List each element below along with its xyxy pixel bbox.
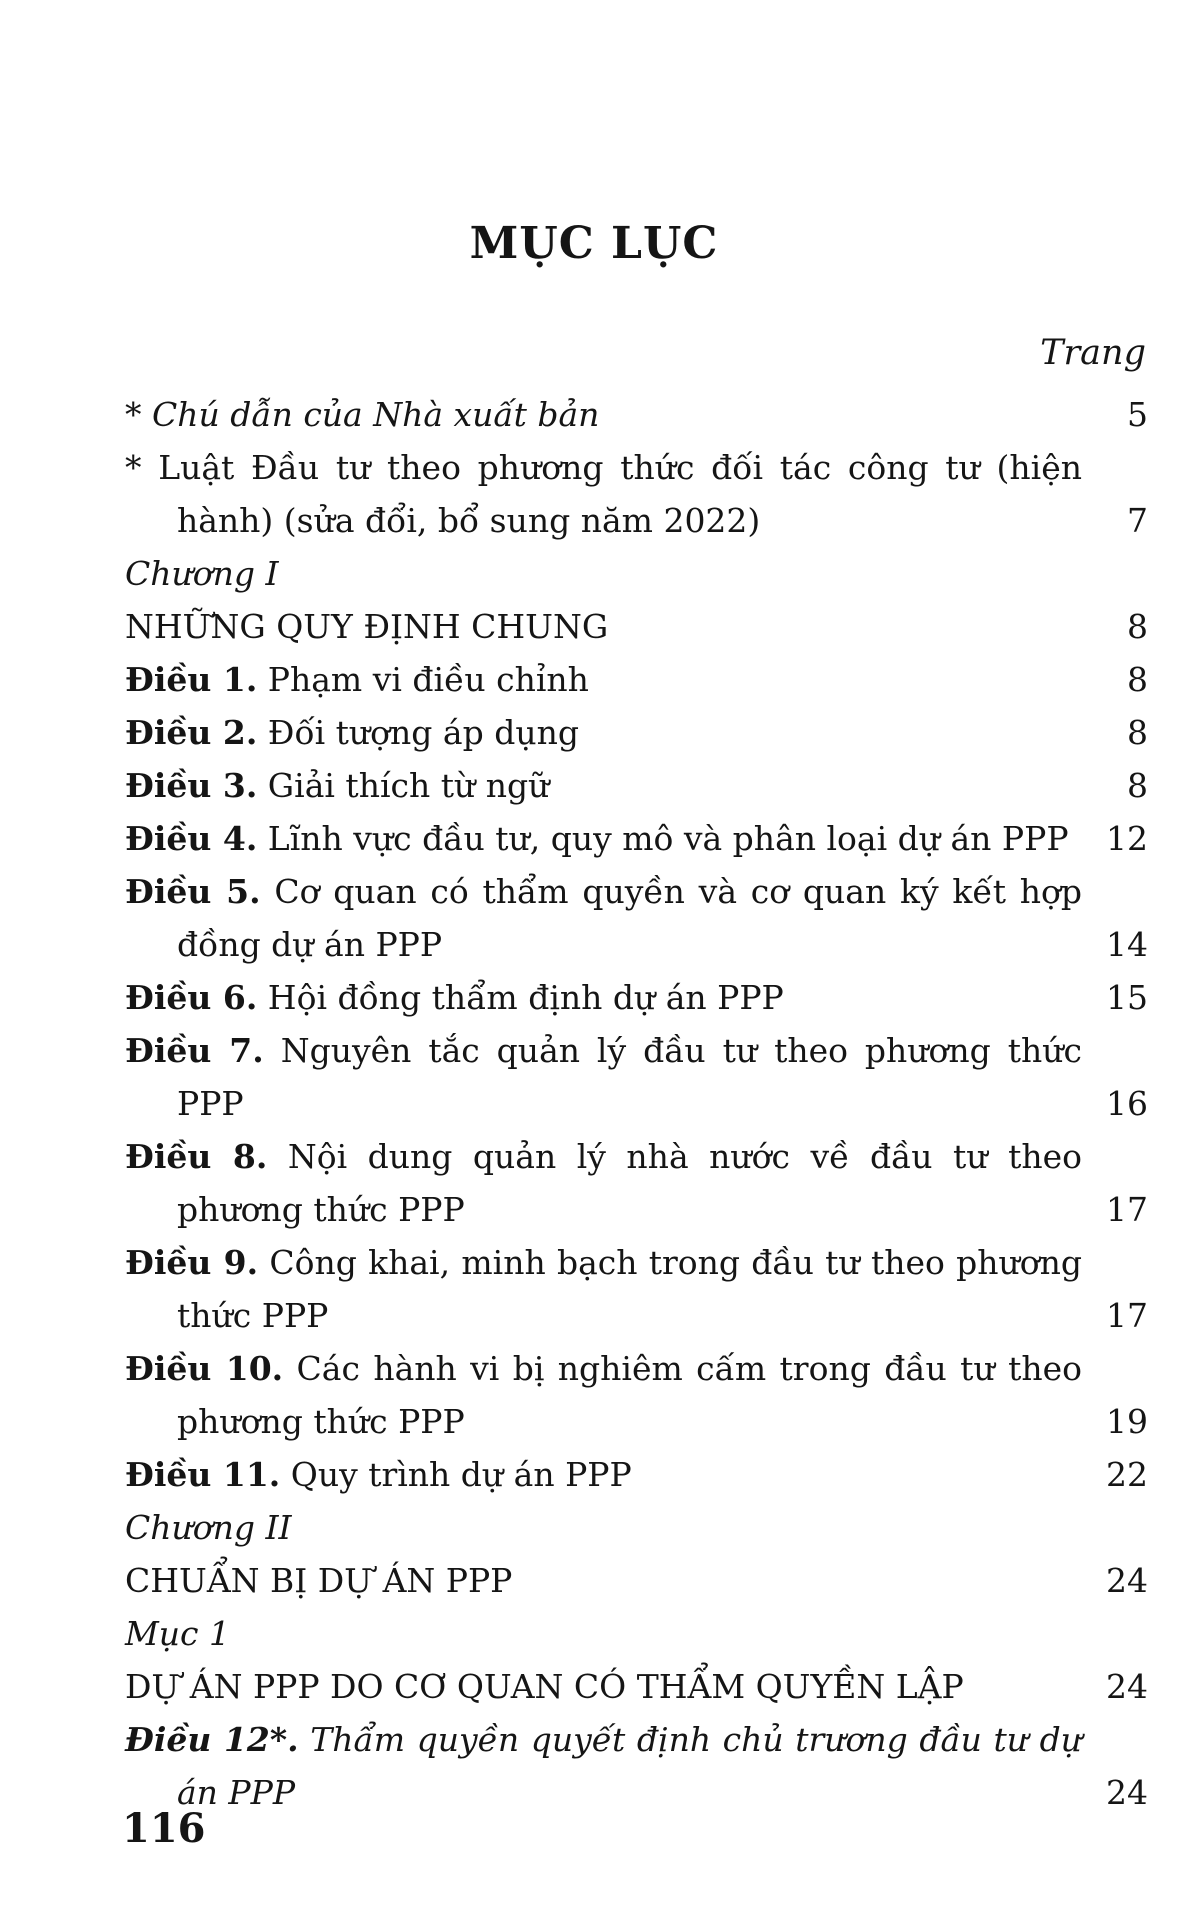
toc-entry-page: 17 xyxy=(1106,1190,1148,1229)
article-number: Điều 3. xyxy=(125,766,258,805)
toc-entry-text: Thẩm quyền quyết định chủ trương đầu tư dự án PPP xyxy=(177,1720,1082,1812)
page-column-label: Trang xyxy=(1040,333,1146,373)
toc-entry-text: Nội dung quản lý nhà nước về đầu tư theo phương thức PPP xyxy=(177,1137,1082,1229)
article-number: Điều 8. xyxy=(125,1137,268,1176)
toc-entry xyxy=(0,1024,1188,1130)
chapter-label-text: Chương II xyxy=(125,1508,292,1547)
toc-entry xyxy=(0,1448,1188,1501)
toc-entry-text: Cơ quan có thẩm quyền và cơ quan ký kết hợp đồng dự án PPP xyxy=(177,872,1083,964)
article-number: Điều 1. xyxy=(125,660,258,699)
article-number: Điều 4. xyxy=(125,819,258,858)
toc-entry-page: 22 xyxy=(1106,1455,1148,1494)
toc-entry-page: 17 xyxy=(1106,1296,1148,1335)
section-label xyxy=(0,1607,1188,1660)
article-number: Điều 7. xyxy=(125,1031,264,1070)
toc-entry-page: 24 xyxy=(1106,1773,1148,1812)
toc-entry xyxy=(0,441,1188,547)
article-number: Điều 10. xyxy=(125,1349,284,1388)
chapter-label-text: Chương I xyxy=(125,554,279,593)
toc-entry xyxy=(0,971,1188,1024)
toc-entry-page: 16 xyxy=(1106,1084,1148,1123)
chapter-heading xyxy=(0,1554,1188,1607)
toc-entry-page: 15 xyxy=(1106,978,1148,1017)
toc-entry-text: Nguyên tắc quản lý đầu tư theo phương thức PPP xyxy=(177,1031,1082,1123)
chapter-heading-text: CHUẨN BỊ DỰ ÁN PPP xyxy=(125,1561,513,1600)
article-number: Điều 6. xyxy=(125,978,258,1017)
toc-entry-page: 5 xyxy=(1127,395,1148,434)
toc-entry-text: Quy trình dự án PPP xyxy=(280,1455,632,1494)
toc-entry-text: Hội đồng thẩm định dự án PPP xyxy=(257,978,784,1017)
chapter-label xyxy=(0,1501,1188,1554)
article-number: Điều 2. xyxy=(125,713,258,752)
article-number: Điều 5. xyxy=(125,872,261,911)
toc-entry-text: Các hành vi bị nghiêm cấm trong đầu tư theo phương thức PPP xyxy=(177,1349,1082,1441)
toc-entry-text: Giải thích từ ngữ xyxy=(257,766,550,805)
toc-entry-page: 12 xyxy=(1106,819,1148,858)
toc-entry-page: 8 xyxy=(1127,660,1148,699)
toc-entry-page: 24 xyxy=(1106,1561,1148,1600)
section-heading-text: DỰ ÁN PPP DO CƠ QUAN CÓ THẨM QUYỀN LẬP xyxy=(125,1667,964,1706)
toc-entry xyxy=(0,1236,1188,1342)
toc-entry xyxy=(0,1713,1188,1819)
toc-entry-text: Phạm vi điều chỉnh xyxy=(257,660,589,699)
toc-entry-text: * Chú dẫn của Nhà xuất bản xyxy=(125,395,600,434)
article-number: Điều 9. xyxy=(125,1243,259,1282)
toc-entry xyxy=(0,653,1188,706)
chapter-label xyxy=(0,547,1188,600)
toc-list xyxy=(0,388,1188,1819)
section-heading xyxy=(0,1660,1188,1713)
toc-entry xyxy=(0,388,1188,441)
toc-entry-page: 24 xyxy=(1106,1667,1148,1706)
section-label-text: Mục 1 xyxy=(125,1614,231,1653)
toc-entry-text: * Luật Đầu tư theo phương thức đối tác công tư (hiện hành) (sửa đổi, bổ sung năm 2022) xyxy=(125,448,1082,540)
toc-entry xyxy=(0,812,1188,865)
toc-entry-page: 7 xyxy=(1127,501,1148,540)
toc-entry-text: Đối tượng áp dụng xyxy=(257,713,579,752)
toc-entry-page: 8 xyxy=(1127,766,1148,805)
toc-entry-text: Lĩnh vực đầu tư, quy mô và phân loại dự án PPP xyxy=(257,819,1069,858)
toc-entry-text: Công khai, minh bạch trong đầu tư theo phương thức PPP xyxy=(177,1243,1082,1335)
toc-entry xyxy=(0,759,1188,812)
toc-entry-page: 8 xyxy=(1127,607,1148,646)
article-number: Điều 12*. xyxy=(125,1720,299,1759)
page-number: 116 xyxy=(122,1805,206,1852)
page-title: MỤC LỤC xyxy=(469,218,719,269)
toc-entry-page: 8 xyxy=(1127,713,1148,752)
chapter-heading xyxy=(0,600,1188,653)
chapter-heading-text: NHỮNG QUY ĐỊNH CHUNG xyxy=(125,607,609,646)
toc-entry xyxy=(0,1342,1188,1448)
article-number: Điều 11. xyxy=(125,1455,281,1494)
toc-entry xyxy=(0,1130,1188,1236)
toc-entry-page: 19 xyxy=(1106,1402,1148,1441)
toc-entry xyxy=(0,865,1188,971)
toc-entry-page: 14 xyxy=(1106,925,1148,964)
toc-entry xyxy=(0,706,1188,759)
